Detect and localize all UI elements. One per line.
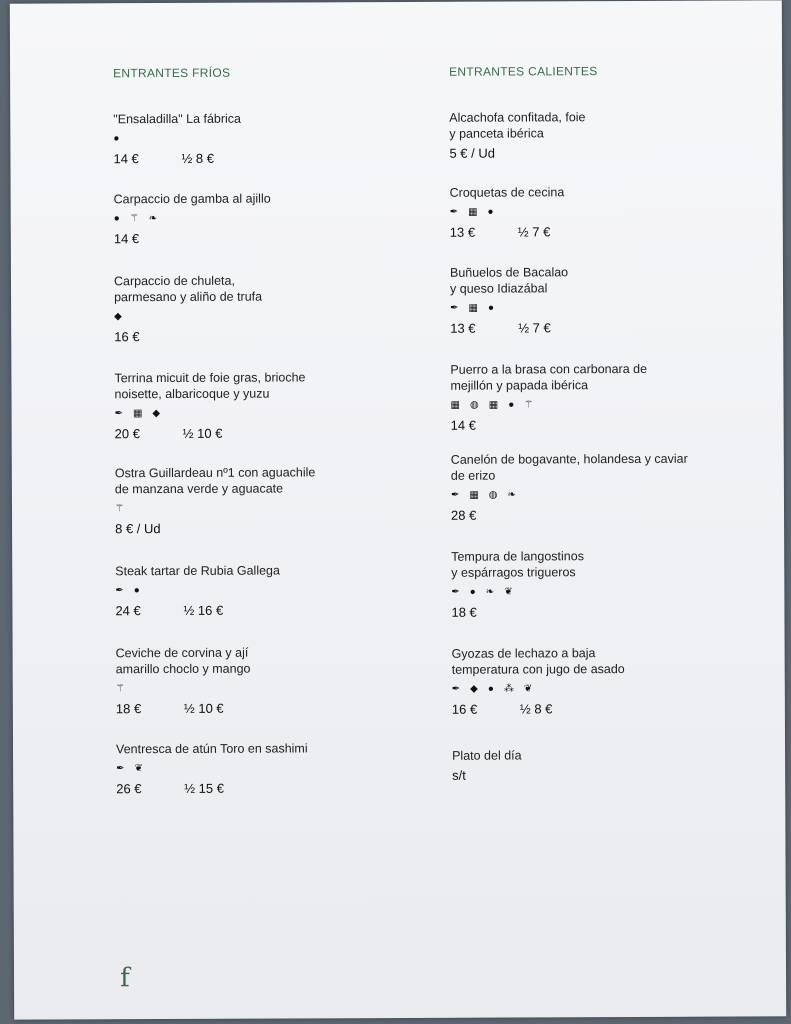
allergen-icons	[451, 486, 771, 503]
egg-icon: ●	[487, 302, 495, 314]
gluten-icon: ✒	[114, 408, 123, 420]
egg-icon: ●	[133, 585, 140, 597]
price-full: 5 € / Ud	[449, 145, 496, 161]
price-full: 13 €	[449, 224, 476, 240]
price-full: 14 €	[113, 231, 140, 247]
menu-item	[451, 450, 771, 522]
egg-icon: ●	[487, 683, 494, 695]
menu-item-name: Plato del día	[452, 748, 522, 763]
price-full: 16 €	[451, 701, 478, 717]
egg-icon: ●	[113, 213, 120, 225]
menu-item-name: Croquetas de cecina	[449, 185, 565, 200]
menu-item-name: Terrina micuit de foie gras, brioche noisette, albaricoque y yuzu	[114, 370, 306, 402]
crustacean-icon: ❧	[507, 489, 516, 501]
price-full: 26 €	[116, 781, 142, 797]
menu-item	[449, 108, 769, 160]
dairy-icon: ◆	[470, 683, 478, 695]
price-half: ½ 10 €	[182, 425, 223, 441]
mustard-icon: ▦	[450, 399, 461, 411]
crustacean-icon: ❧	[148, 213, 158, 225]
menu-item-name: Puerro a la brasa con carbonara de mejillón y papada ibérica	[450, 361, 648, 393]
allergen-icons	[451, 583, 771, 600]
menu-item	[114, 190, 414, 246]
menu-item-prices	[449, 144, 769, 160]
menu-item	[451, 547, 771, 619]
price-half: ½ 8 €	[181, 150, 215, 166]
restaurant-logo: f	[119, 963, 130, 994]
sulphite-icon: ⚚	[129, 213, 139, 225]
allergen-icons	[451, 396, 771, 413]
mustard-icon: ▦	[488, 399, 499, 411]
cold-starters-column	[113, 2, 413, 797]
menu-item-prices	[115, 520, 415, 536]
sulphite-icon: ⚚	[115, 683, 125, 695]
menu-item	[450, 360, 770, 432]
menu-item-name: "Ensaladilla" La fábrica	[113, 111, 242, 127]
menu-item-prices	[451, 603, 771, 619]
menu-item	[116, 644, 416, 716]
menu-item	[450, 183, 770, 239]
fish-icon: ❦	[504, 586, 513, 598]
price-full: 14 €	[450, 417, 476, 433]
gluten-icon: ✒	[449, 206, 459, 218]
price-full: 20 €	[114, 426, 141, 442]
mollusc-icon: ◍	[469, 399, 479, 411]
menu-item-name: Ceviche de corvina y ají amarillo choclo y mango	[115, 645, 251, 677]
egg-icon: ●	[508, 399, 515, 411]
gluten-icon: ✒	[115, 585, 124, 597]
menu-item-name: Buñuelos de Bacalao y queso Idiazábal	[449, 265, 569, 296]
menu-item-prices	[115, 425, 415, 441]
price-full: 28 €	[450, 507, 477, 523]
menu-item-name: Ostra Guillardeau nº1 con aguachile de manzana verde y aguacate	[114, 465, 316, 497]
menu-item	[452, 644, 772, 716]
price-half: ½ 8 €	[519, 701, 553, 717]
mustard-icon: ▦	[469, 489, 479, 501]
sulphite-icon: ⚚	[114, 503, 124, 515]
menu-item-name: Tempura de langostinos y espárragos trigueros	[451, 549, 584, 580]
egg-icon: ●	[487, 206, 494, 218]
menu-item	[113, 110, 413, 166]
menu-item-prices	[115, 602, 415, 618]
menu-item-prices	[452, 766, 772, 782]
price-full: 16 €	[114, 329, 140, 345]
allergen-icons	[115, 500, 415, 517]
menu-page	[10, 0, 786, 1019]
allergen-icons	[116, 760, 416, 777]
gluten-icon: ✒	[450, 489, 460, 501]
menu-item-prices	[113, 150, 413, 166]
price-half: ½ 16 €	[183, 602, 224, 618]
allergen-icons	[450, 299, 770, 316]
menu-item-prices	[450, 319, 770, 335]
price-half: ½ 10 €	[183, 700, 224, 716]
menu-item-prices	[116, 780, 416, 796]
menu-item-prices	[450, 223, 770, 239]
menu-item	[116, 740, 416, 796]
allergen-icons	[114, 308, 414, 325]
menu-item	[452, 746, 772, 782]
dairy-icon: ◆	[114, 311, 122, 323]
menu-item	[450, 263, 770, 335]
price-half: ½ 7 €	[518, 320, 551, 336]
menu-item-prices	[114, 230, 414, 246]
menu-item	[114, 272, 414, 344]
mustard-icon: ▦	[468, 302, 478, 314]
menu-item	[114, 369, 414, 441]
menu-item-prices	[451, 506, 771, 522]
hot-starters-column	[449, 0, 769, 783]
price-full: 14 €	[113, 151, 139, 167]
egg-icon: ●	[469, 586, 476, 598]
allergen-icons	[113, 130, 413, 147]
price-full: 18 €	[451, 604, 477, 620]
menu-item-prices	[451, 416, 771, 432]
price-full: 13 €	[450, 320, 476, 336]
crustacean-icon: ❧	[485, 586, 495, 598]
gluten-icon: ✒	[451, 683, 461, 695]
price-full: 8 € / Ud	[115, 521, 161, 537]
section-title-hot: ENTRANTES CALIENTES	[449, 64, 598, 79]
menu-item-prices	[452, 700, 772, 716]
fish-icon: ❦	[134, 763, 143, 775]
menu-item-name: Canelón de bogavante, holandesa y caviar de erizo	[450, 451, 688, 483]
mustard-icon: ▦	[132, 408, 143, 420]
gluten-icon: ✒	[451, 586, 460, 598]
allergen-icons	[114, 210, 414, 227]
menu-item-name: Gyozas de lechazo a baja temperatura con jugo de asado	[451, 646, 625, 677]
price-half: ½ 7 €	[517, 224, 551, 240]
menu-item	[115, 562, 415, 618]
menu-item-prices	[116, 700, 416, 716]
mollusc-icon: ◍	[488, 489, 498, 501]
allergen-icons	[452, 680, 772, 697]
menu-item-name: Steak tartar de Rubia Gallega	[115, 563, 280, 579]
menu-item-prices	[114, 328, 414, 344]
allergen-icons	[450, 203, 770, 220]
price-half: ½ 15 €	[184, 780, 225, 796]
gluten-icon: ✒	[116, 763, 125, 775]
dairy-icon: ◆	[152, 408, 161, 420]
allergen-icons	[115, 405, 415, 422]
menu-item-name: Carpaccio de gamba al ajillo	[113, 191, 271, 207]
menu-item-name: Alcachofa confitada, foie y panceta ibérica	[449, 110, 586, 141]
fish-icon: ❦	[523, 683, 533, 695]
menu-item-name: Ventresca de atún Toro en sashimi	[116, 741, 308, 757]
sulphite-icon: ⚚	[524, 399, 534, 411]
menu-item-name: Carpaccio de chuleta, parmesano y aliño de trufa	[113, 273, 263, 305]
mustard-icon: ▦	[468, 206, 478, 218]
price-full: 24 €	[115, 603, 141, 619]
allergen-icons	[116, 680, 416, 697]
price-full: s/t	[452, 767, 466, 783]
allergen-icons	[115, 582, 415, 599]
egg-icon: ●	[113, 133, 120, 145]
gluten-icon: ✒	[450, 302, 459, 314]
menu-item	[115, 464, 415, 536]
section-title-cold: ENTRANTES FRÍOS	[113, 65, 231, 81]
sesame-icon: ⁂	[503, 683, 514, 695]
price-full: 18 €	[115, 701, 142, 717]
